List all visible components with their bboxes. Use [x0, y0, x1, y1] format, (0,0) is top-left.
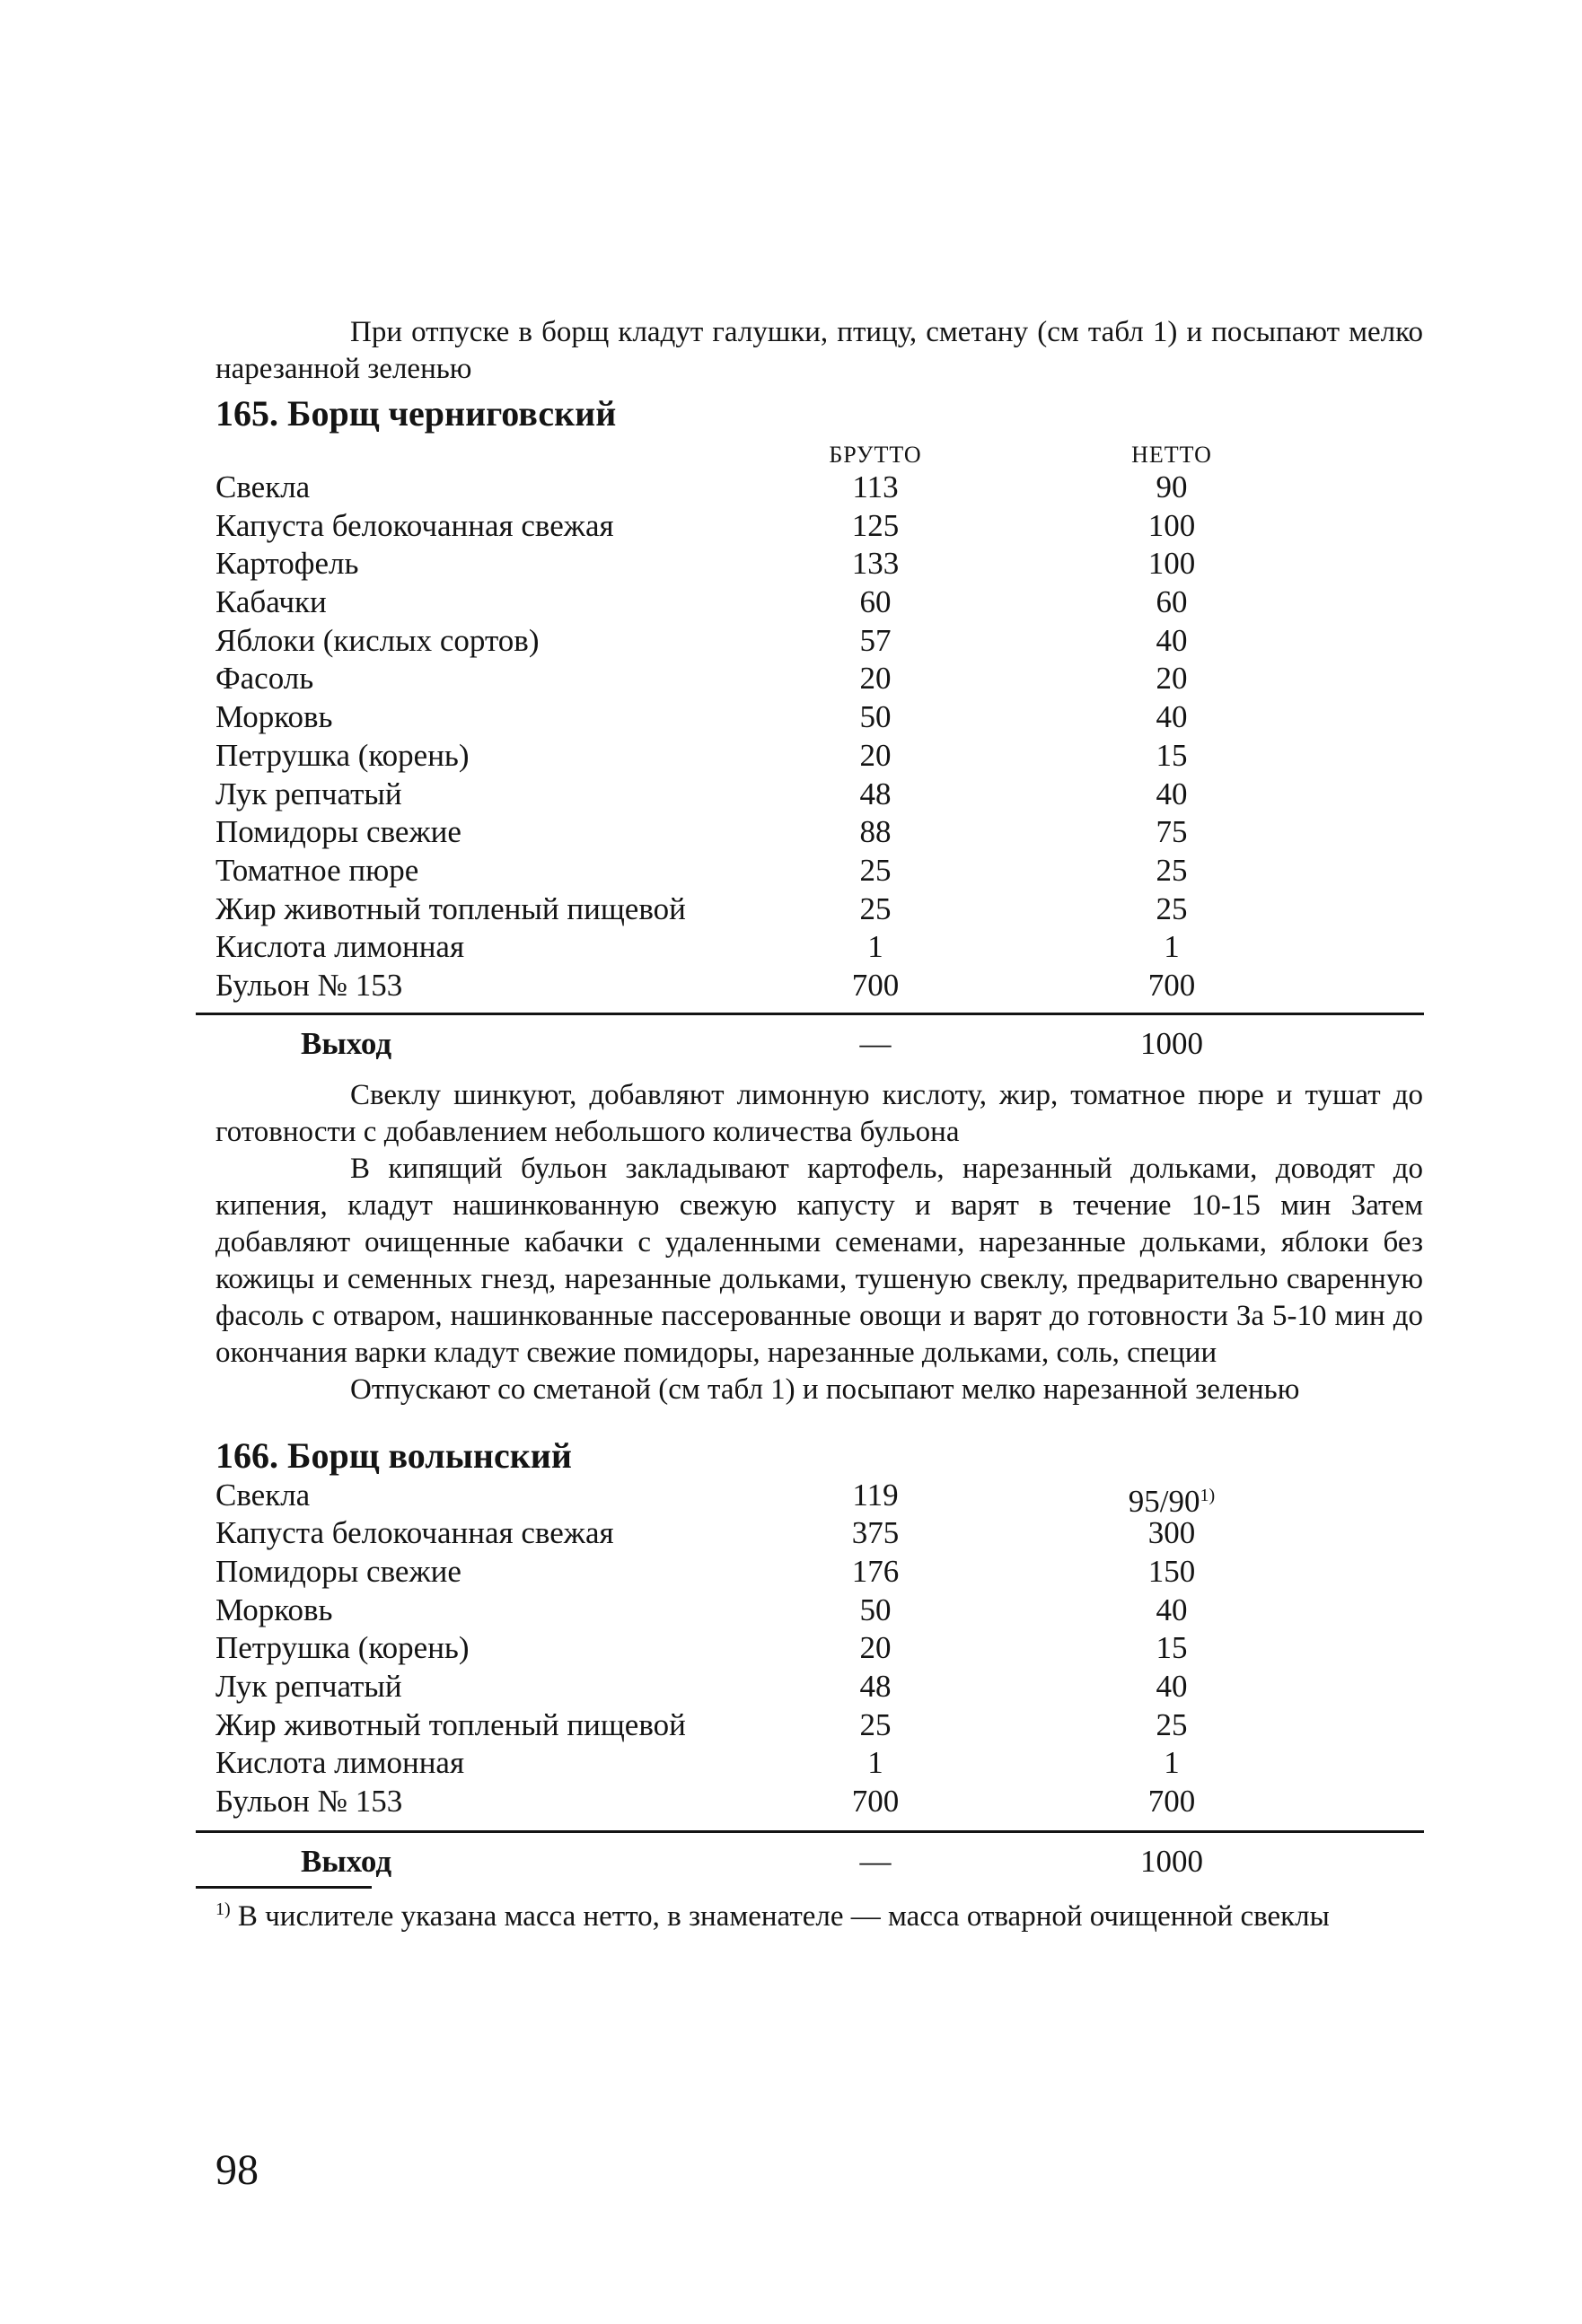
yield-netto: 1000 [1140, 1843, 1203, 1879]
netto-value [1104, 507, 1239, 546]
ingredient-row [215, 1553, 1423, 1592]
netto-number: 25 [1156, 890, 1188, 926]
netto-number: 40 [1156, 776, 1188, 811]
ingredient-row [215, 1706, 1423, 1745]
ingredient-row [215, 698, 1423, 737]
netto-value [1104, 813, 1239, 852]
ingredient-row [215, 545, 1423, 583]
rule-wrapper-2 [215, 1821, 1423, 1841]
netto-value [1104, 852, 1239, 890]
ingredient-name: Капуста белокочанная свежая [215, 1515, 614, 1551]
brutto-value: 1 [867, 1745, 883, 1781]
netto-number: 60 [1156, 584, 1188, 620]
table-rule [196, 1830, 1424, 1833]
brutto-header: БРУТТО [829, 442, 922, 468]
netto-value [1104, 1744, 1239, 1783]
netto-number: 300 [1147, 1515, 1196, 1551]
ingredient-row [215, 852, 1423, 890]
brutto-value: 88 [859, 814, 892, 850]
brutto-value: 176 [851, 1554, 900, 1589]
ingredient-name: Свекла [215, 1477, 311, 1513]
recipe-165-title: 165. Борщ черниговский [215, 393, 617, 434]
ingredient-name: Кислота лимонная [215, 929, 465, 965]
netto-number: 1 [1164, 929, 1180, 965]
brutto-value: 125 [851, 507, 900, 543]
ingredient-row [215, 1514, 1423, 1553]
method-paragraph-1: Свеклу шинкуют, добавляют лимонную кислоту, жир, томатное пюре и тушат до готовности с добавлением небольшого количества бульона [215, 1078, 1423, 1148]
brutto-value: 700 [851, 967, 900, 1003]
netto-value [1104, 622, 1239, 661]
ingredient-name: Томатное пюре [215, 852, 419, 888]
ingredient-row [215, 622, 1423, 661]
ingredient-row [215, 469, 1423, 507]
netto-number: 700 [1147, 967, 1196, 1003]
spacer [215, 1065, 1423, 1077]
brutto-value: 20 [859, 661, 892, 697]
ingredient-row [215, 890, 1423, 929]
ingredient-name: Помидоры свежие [215, 1554, 461, 1589]
footnote-text: В числителе указана масса нетто, в знаменателе — масса отварной очищенной свеклы [237, 1899, 1330, 1933]
footnote [215, 1891, 1423, 1934]
yield-brutto: — [859, 1843, 892, 1879]
netto-number: 40 [1156, 1592, 1188, 1627]
netto-number: 20 [1156, 661, 1188, 697]
netto-number: 25 [1156, 852, 1188, 888]
brutto-value: 57 [859, 622, 892, 658]
column-headers [215, 442, 1423, 469]
recipe-166-yield [215, 1841, 1423, 1882]
netto-number: 15 [1156, 737, 1188, 773]
netto-value [1104, 583, 1239, 622]
ingredient-name: Фасоль [215, 661, 314, 697]
ingredient-row [215, 1477, 1423, 1519]
recipe-165-yield [215, 1023, 1423, 1065]
yield-label: Выход [301, 1843, 392, 1879]
ingredient-name: Свекла [215, 469, 311, 504]
netto-number: 40 [1156, 699, 1188, 735]
ingredient-name: Лук репчатый [215, 776, 402, 811]
brutto-value: 113 [852, 469, 899, 504]
netto-number: 150 [1147, 1554, 1196, 1589]
ingredient-name: Жир животный топленый пищевой [215, 890, 686, 926]
netto-number: 90 [1156, 469, 1188, 504]
ingredient-row [215, 737, 1423, 776]
brutto-value: 25 [859, 852, 892, 888]
ingredient-name: Картофель [215, 546, 359, 582]
brutto-value: 133 [851, 546, 900, 582]
netto-number: 25 [1156, 1706, 1188, 1742]
netto-number: 15 [1156, 1630, 1188, 1666]
netto-number: 75 [1156, 814, 1188, 850]
brutto-value: 25 [859, 1706, 892, 1742]
netto-number: 700 [1147, 1784, 1196, 1820]
footnote-reference: 1) [1200, 1485, 1216, 1505]
netto-value [1104, 1592, 1239, 1630]
ingredient-name: Капуста белокочанная свежая [215, 507, 614, 543]
table-rule [196, 1013, 1424, 1015]
netto-value [1104, 776, 1239, 814]
netto-number: 100 [1147, 546, 1196, 582]
netto-number: 40 [1156, 622, 1188, 658]
ingredient-name: Лук репчатый [215, 1669, 402, 1705]
method-paragraph-3: Отпускают со сметаной (см табл 1) и посыпают мелко нарезанной зеленью [350, 1372, 1300, 1406]
footnote-marker: 1) [215, 1899, 231, 1919]
ingredient-name: Морковь [215, 699, 333, 735]
ingredient-name: Кислота лимонная [215, 1745, 465, 1781]
yield-label: Выход [301, 1025, 392, 1061]
netto-number: 1 [1164, 1745, 1180, 1781]
ingredient-row [215, 813, 1423, 852]
netto-value [1104, 660, 1239, 698]
brutto-value: 48 [859, 1669, 892, 1705]
recipe-166-ingredients [215, 1477, 1423, 1821]
brutto-value: 1 [867, 929, 883, 965]
footnote-rule-wrapper [215, 1882, 1423, 1891]
ingredient-name: Петрушка (корень) [215, 1630, 470, 1666]
brutto-value: 700 [851, 1784, 900, 1820]
ingredient-name: Жир животный топленый пищевой [215, 1706, 686, 1742]
recipe-166-title: 166. Борщ волынский [215, 1434, 572, 1476]
brutto-value: 119 [852, 1477, 899, 1513]
ingredient-row [215, 660, 1423, 698]
brutto-value: 50 [859, 699, 892, 735]
ingredient-row [215, 1629, 1423, 1668]
ingredient-name: Помидоры свежие [215, 814, 461, 850]
page-content [215, 314, 1423, 1934]
yield-netto: 1000 [1140, 1025, 1203, 1061]
netto-value [1104, 469, 1239, 507]
netto-value [1104, 1514, 1239, 1553]
brutto-value: 50 [859, 1592, 892, 1627]
ingredient-row [215, 1668, 1423, 1706]
ingredient-name: Морковь [215, 1592, 333, 1627]
ingredient-name: Бульон № 153 [215, 967, 403, 1003]
ingredient-name: Бульон № 153 [215, 1784, 403, 1820]
netto-value [1104, 967, 1239, 1005]
netto-value [1104, 698, 1239, 737]
ingredient-row [215, 1744, 1423, 1783]
page-number: 98 [215, 2146, 259, 2194]
ingredient-name: Кабачки [215, 584, 327, 620]
netto-value [1104, 928, 1239, 967]
netto-value [1104, 1706, 1239, 1745]
intro-paragraph: При отпуске в борщ кладут галушки, птицу, сметану (см табл 1) и посыпают мелко нарезанной зеленью [215, 316, 1423, 385]
netto-value [1104, 1553, 1239, 1592]
ingredient-row [215, 507, 1423, 546]
brutto-value: 20 [859, 1630, 892, 1666]
brutto-value: 25 [859, 890, 892, 926]
spacer [215, 1408, 1423, 1430]
netto-value [1104, 737, 1239, 776]
netto-value [1104, 1668, 1239, 1706]
rule-wrapper-1 [215, 1005, 1423, 1023]
netto-value [1104, 1783, 1239, 1821]
netto-number: 40 [1156, 1669, 1188, 1705]
yield-brutto: — [859, 1025, 892, 1061]
brutto-value: 375 [851, 1515, 900, 1551]
ingredient-name: Петрушка (корень) [215, 737, 470, 773]
ingredient-row [215, 776, 1423, 814]
brutto-value: 48 [859, 776, 892, 811]
netto-number: 100 [1147, 507, 1196, 543]
ingredient-name: Яблоки (кислых сортов) [215, 622, 540, 658]
ingredient-row [215, 1592, 1423, 1630]
netto-header: НЕТТО [1131, 442, 1212, 468]
ingredient-row [215, 583, 1423, 622]
ingredient-row [215, 1783, 1423, 1821]
brutto-value: 60 [859, 584, 892, 620]
netto-value [1104, 1629, 1239, 1668]
recipe-165-ingredients [215, 469, 1423, 1005]
ingredient-row [215, 967, 1423, 1005]
method-paragraph-2: В кипящий бульон закладывают картофель, нарезанный дольками, доводят до кипения, кладут нашинкованную свежую капусту и варят в течение 10-15 мин Затем добавляют очищенные кабачки с удаленными семенами, нарезанные дольками, яблоки без кожицы и семенных гнезд, нарезанные дольками, тушеную свеклу, предварительно сваренную фасоль с отваром, нашинкованные пассерованные овощи и варят до готовности За 5-10 мин до окончания варки кладут свежие помидоры, нарезанные дольками, соль, специи [215, 1152, 1423, 1369]
netto-number: 95/90 [1128, 1483, 1200, 1519]
footnote-rule [196, 1886, 372, 1889]
netto-value [1104, 890, 1239, 929]
ingredient-row [215, 928, 1423, 967]
netto-value [1104, 545, 1239, 583]
brutto-value: 20 [859, 737, 892, 773]
